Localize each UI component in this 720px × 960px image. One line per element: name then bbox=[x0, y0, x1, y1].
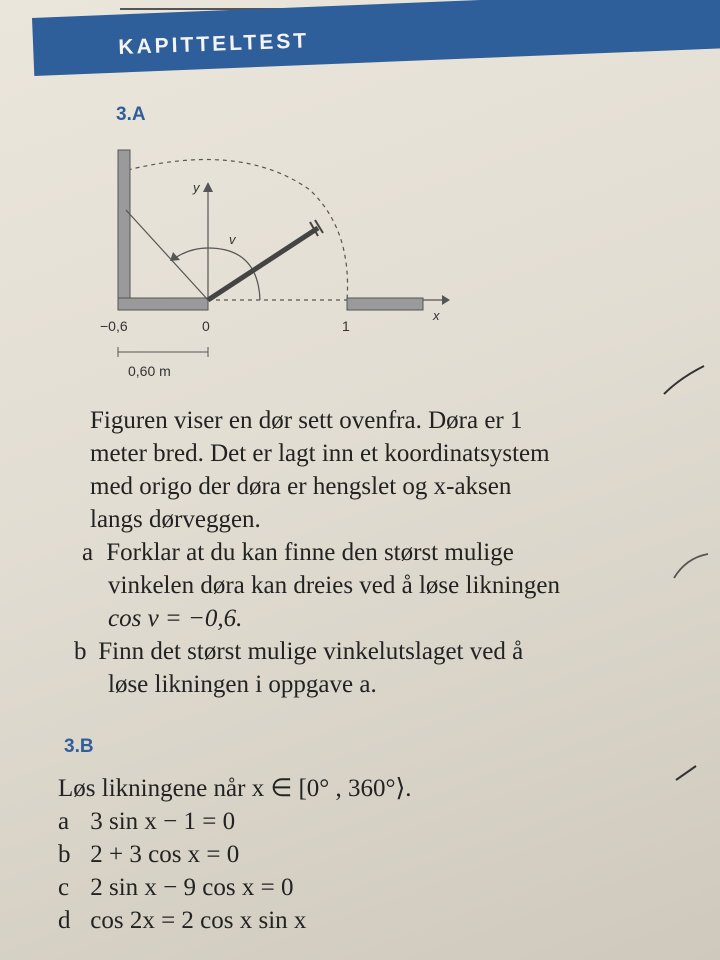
task-a-letter: a bbox=[82, 539, 94, 566]
task-b-line-1: Finn det størst mulige vinkelutslaget ved å bbox=[98, 638, 524, 665]
y-axis-label: y bbox=[193, 180, 200, 195]
task-b bbox=[74, 635, 560, 668]
x-axis-label: x bbox=[433, 308, 440, 323]
section-3a-text bbox=[74, 404, 560, 701]
pen-mark-2 bbox=[668, 548, 714, 584]
chapter-title: KAPITTELTEST bbox=[118, 29, 310, 59]
task-3b-d bbox=[58, 904, 412, 937]
task-3b-d-letter: d bbox=[58, 907, 71, 934]
task-a bbox=[82, 536, 560, 569]
pen-mark-3 bbox=[672, 762, 702, 784]
intro-line-3: med origo der døra er hengslet og x-aksen bbox=[90, 473, 512, 500]
task-3b-b-letter: b bbox=[58, 841, 71, 868]
task-a-equation: cos v = −0,6. bbox=[108, 605, 243, 632]
door bbox=[208, 228, 318, 300]
task-3b-a bbox=[58, 805, 412, 838]
door-figure bbox=[90, 140, 470, 390]
task-b-letter: b bbox=[74, 638, 87, 665]
right-wall bbox=[347, 298, 423, 310]
task-a-line-2: vinkelen døra kan dreies ved å løse likningen bbox=[108, 572, 560, 599]
task-3b-a-letter: a bbox=[58, 808, 70, 835]
left-wall bbox=[118, 150, 130, 310]
task-b-line-2: løse likningen i oppgave a. bbox=[108, 671, 377, 698]
section-3a-label: 3.A bbox=[116, 104, 146, 125]
task-3b-c-equation: 2 sin x − 9 cos x = 0 bbox=[90, 874, 294, 901]
angle-label: v bbox=[229, 232, 236, 247]
task-3b-a-equation: 3 sin x − 1 = 0 bbox=[90, 808, 236, 835]
pen-mark-1 bbox=[660, 360, 710, 400]
section-3b-label: 3.B bbox=[64, 736, 94, 757]
intro-line-1: Figuren viser en dør sett ovenfra. Døra er 1 bbox=[90, 407, 523, 434]
tick-label-zero: 0 bbox=[202, 318, 210, 334]
width-label: 0,60 m bbox=[128, 363, 171, 379]
section-3b-text bbox=[58, 772, 412, 937]
task-3b-b bbox=[58, 838, 412, 871]
task-3b-d-equation: cos 2x = 2 cos x sin x bbox=[90, 907, 307, 934]
task-3b-c bbox=[58, 871, 412, 904]
x-axis-arrow bbox=[442, 295, 450, 305]
task-3b-b-equation: 2 + 3 cos x = 0 bbox=[90, 841, 240, 868]
intro-line-4: langs dørveggen. bbox=[90, 506, 261, 533]
task-a-line-1: Forklar at du kan finne den størst mulige bbox=[106, 539, 514, 566]
y-axis-arrow bbox=[203, 182, 213, 192]
max-angle-line bbox=[126, 210, 208, 300]
section-3b-intro: Løs likningene når x ∈ [0° , 360°⟩. bbox=[58, 775, 412, 802]
back-wall bbox=[118, 298, 208, 310]
intro-line-2: meter bred. Det er lagt inn et koordinatsystem bbox=[90, 440, 550, 467]
tick-label-one: 1 bbox=[342, 318, 350, 334]
tick-label-neg: −0,6 bbox=[100, 318, 128, 334]
task-3b-c-letter: c bbox=[58, 874, 70, 901]
